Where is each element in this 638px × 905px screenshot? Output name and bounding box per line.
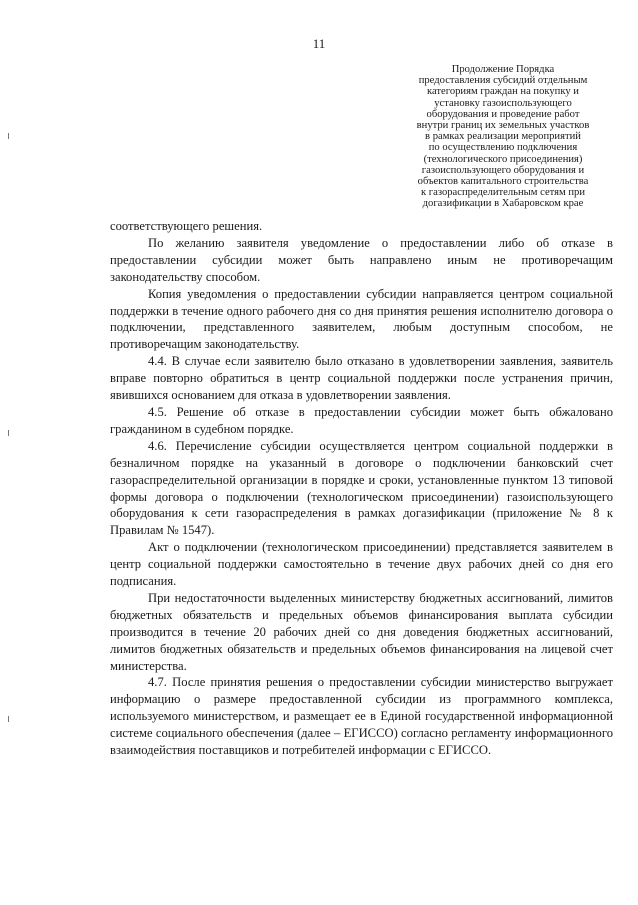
paragraph-4-7: 4.7. После принятия решения о предоставлении субсидии министерство выгружает информацию о размере предоставленной субсидии из программного комплекса, используемого министерством, и размещает ее в Единой государственной информационной системе социального обеспечения (далее – ЕГИССО) согласно регламенту информационного взаимодействия поставщиков и потребителей информации с ЕГИССО. (110, 675, 613, 758)
paragraph-insufficient-funding: При недостаточности выделенных министерству бюджетных ассигнований, лимитов бюджетных обязательств и предельных объемов финансирования выплата субсидии производится в течение 20 рабочих дней со дня доведения бюджетных ассигнований, лимитов бюджетных обязательств и предельных объемов финансирования на лицевой счет министерства. (110, 590, 613, 673)
margin-scan-mark (8, 133, 9, 139)
header-line: (технологического присоединения) (423, 153, 583, 165)
paragraph-4-6: 4.6. Перечисление субсидии осуществляется центром социальной поддержки в безналичном порядке на указанный в договоре о подключении банковский счет газораспределительной организации в порядке и сроки, установленные пунктом 13 типовой формы договора о подключении (технологическом присоединении) газоиспользующего оборудования к сети газораспределения в рамках догазификации (приложение № 8 к Правилам № 1547). (110, 438, 613, 538)
header-line: предоставления субсидий отдельным (418, 75, 588, 87)
paragraph-connection-act: Акт о подключении (технологическом присоединении) представляется заявителем в центр социальной поддержки самостоятельно в течение двух рабочих дней со дня его подписания. (110, 540, 613, 589)
margin-scan-mark (8, 716, 9, 722)
header-line: по осуществлению подключения (428, 142, 578, 154)
paragraph-4-4: 4.4. В случае если заявителю было отказано в удовлетворении заявления, заявитель вправе повторно обратиться в центр социальной поддержки после устранения причин, явившихся основанием для отказа в удовлетворении заявления. (110, 354, 613, 403)
header-line: установку газоиспользующего (434, 97, 572, 109)
header-line: внутри границ их земельных участков (416, 120, 590, 132)
header-line: газоиспользующего оборудования и (421, 164, 585, 176)
paragraph-4-5: 4.5. Решение об отказе в предоставлении субсидии может быть обжаловано гражданином в судебном порядке. (110, 404, 613, 436)
page-number: 11 (312, 36, 326, 51)
paragraph-continuation: соответствующего решения. (110, 219, 263, 233)
header-line: объектов капитального строительства (417, 176, 589, 188)
header-line: Продолжение Порядка (451, 64, 555, 75)
header-line: к газораспределительным сетям при (420, 187, 585, 199)
margin-scan-mark (8, 430, 9, 436)
header-line: догазификации в Хабаровском крае (422, 198, 584, 210)
header-line: оборудования и проведение работ (426, 108, 580, 120)
document-header-continuation (388, 64, 618, 210)
paragraph-notification-method: По желанию заявителя уведомление о предоставлении либо об отказе в предоставлении субсидии может быть направлено иным не противоречащим законодательству способом. (110, 235, 613, 284)
header-line: в рамках реализации мероприятий (425, 131, 581, 143)
document-body (110, 218, 613, 759)
paragraph-notification-copy: Копия уведомления о предоставлении субсидии направляется центром социальной поддержки в течение одного рабочего дня со дня принятия решения исполнителю договора о подключении, представленного заявителем, любым доступным способом, не противоречащим законодательству. (110, 286, 613, 352)
header-line: категориям граждан на покупку и (427, 86, 579, 98)
